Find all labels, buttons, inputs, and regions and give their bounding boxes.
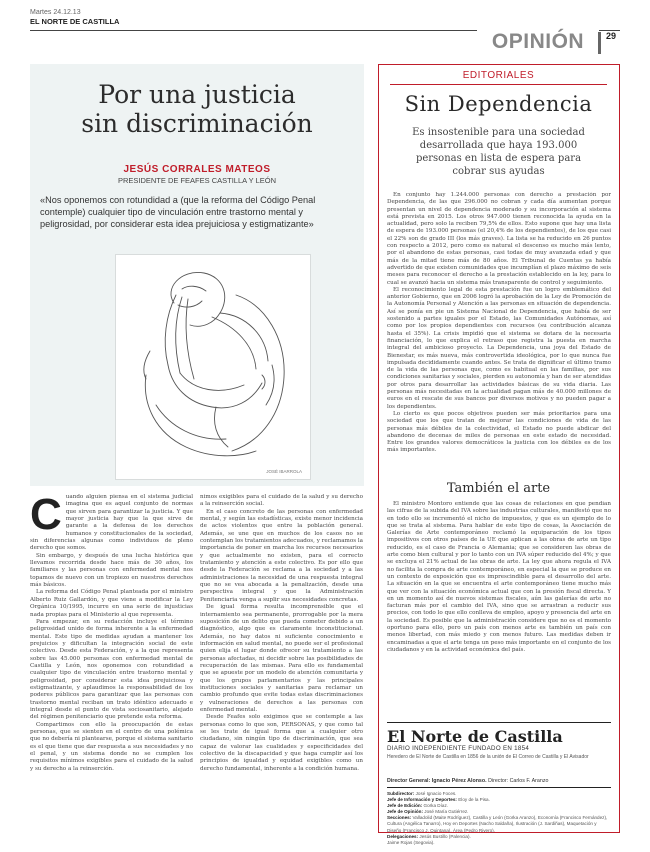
- article-paragraph: De igual forma resulta incomprensible que el internamiento sea permanente, prorrogable por la mera suposición de un delito que pueda cometer debido a un diagnóstico, algo que es claramente inconstitucional. Además, no hay datos ni suficiente conocimiento e información en salud mental, no puede ser el profesional quien elija el lugar donde ofrecer su tratamiento a las personas afectadas, ni decidir sobre las posibilidades de recuperación de las mismas. Para ello es fundamental que se apueste por un modelo de atención comunitaria y que los grupos parlamentarios y las principales instituciones sociales y sanitarias para reclamar un cambio profundo que evite todas estas discriminaciones y vulneraciones de derechos a las personas con enfermedad mental.: [200, 604, 363, 713]
- staff-name: Jaime Rojas (Segovia).: [387, 839, 435, 845]
- masthead-staff-list: [387, 791, 611, 846]
- article-author-role: PRESIDENTE DE FEAFES CASTILLA Y LEÓN: [117, 176, 277, 185]
- sketch-figure-icon: [116, 255, 312, 481]
- staff-name: Valladolid (Maite Rodríguez), Castilla y León (Gorka Aranzo), Economía (Francisco Fernández), Cultura (Angélica Tanarro), Hoy en Deportes (Nacho Saldaña), Ilustración (J. Sardiñas), Maquetación y Diseño (Francisco J. Quintana), Área (Pedro Rivero).: [387, 815, 608, 833]
- staff-name: Eloy de la Pisa.: [456, 797, 490, 803]
- article-title-line1: Por una justicia: [98, 80, 296, 109]
- editorial-body: [387, 192, 611, 474]
- editorial-second-title: También el arte: [446, 481, 551, 496]
- article-title-line2: sin discriminación: [81, 109, 313, 138]
- staff-role: Delegaciones:: [387, 833, 419, 839]
- editorial-subtitle: Es insostenible para una sociedad desarrollada que haya 193.000 personas en lista de espera para cobrar sus ayudas: [412, 127, 585, 177]
- opinion-article-header: [30, 64, 364, 486]
- masthead-rule-bottom: [387, 787, 611, 788]
- editorial-section-label: EDITORIALES: [462, 70, 535, 81]
- editorial-paragraph: En conjunto hay 1.244.000 personas con derecho a prestación por Dependencia, de las que 296.000 no cobran y cada día aumentan porque presentan un nivel de dependencia moderado y su incorporación al sistema está prevista en 2015. Los otros 947.000 tienen reconocida la ayuda en la actualidad, pero solo la reciben 79,5% de ellos. Esto supone que hay una lista de espera de 193.000 personas (el 20,4% de los dependientes), de los que casi el 22% son de grado III (los más graves). La lista se ha reducido en 26 puntos con respecto a 2012, pero como es natural el descenso es mucho más lento, por el abandono de estas personas, casi todas de muy avanzada edad y que más de la mitad tiene más de 80 años. El Tribunal de Cuentas ya había advertido de que existen comunidades que incumplían el plazo máximo de seis meses para reconocer el derecho a la prestación establecido en la ley, para lo cual se avanzó hacia un sistema más transparente de control y seguimiento.: [387, 192, 611, 286]
- header-date: Martes 24.12.13: [30, 9, 81, 16]
- page-number: 29: [606, 31, 617, 41]
- staff-entry: [387, 840, 611, 846]
- staff-name: Jesús Bustillo (Palencia).: [418, 833, 471, 839]
- staff-name: José Ignacio Foces.: [414, 791, 457, 796]
- article-author: JESÚS CORRALES MATEOS: [123, 164, 271, 175]
- staff-name: Gorka Díaz.: [422, 803, 449, 809]
- masthead-rule-top: [387, 722, 611, 723]
- section-label: OPINIÓN: [477, 28, 599, 56]
- director-general: Director General: Ignacio Pérez Alonso.: [387, 778, 487, 784]
- article-paragraph: Compartimos con ello la preocupación de estas personas, que se sienten en el centro de una polémica que no debería ni plantearse, porque el sistema sanitario es el que tiene que dar respuesta a sus necesidades y no el penal, y un sistema donde no se cumplen los requisitos mínimos exigibles para el cuidado de la salud y su derecho a la reinserción.: [30, 721, 193, 772]
- editorial-paragraph: Lo cierto es que pocos objetivos pueden ser más prioritarios para una sociedad que los que tratan de mejorar las condiciones de vida de las personas más débiles de la colectividad, el Estado no puede abdicar del abandono de decenas de miles de personas en este estado de necesidad. Entre los grandes valores democráticos la justicia con los débiles es de los más importantes.: [387, 410, 611, 454]
- editorial-paragraph: El reconocimiento legal de esta prestación fue un logro emblemático del anterior Gobierno, que en 2006 logró la aprobación de la Ley de Promoción de la Autonomía Personal y Atención a las personas en situación de dependencia. Así se ponía en pie un Sistema Nacional de Dependencia, que había de ser sostenido a partes iguales por el Estado, las Comunidades Autónomas, así como por los propios dependientes con recursos (su contribución alcanza hasta el 35%). La crisis impidió que el sistema se dotara de la necesaria financiación, lo que explica el retraso que registra la puesta en marcha integral del ambicioso proyecto. La Dependencia, una joya del Estado de Bienestar, es más nueva, más controvertida ideológica, por lo que nunca fue impulsada decididamente cuando antes. Se trata de dignificar el último tramo de la vida de las personas que, como es habitual en las familias, por sus condiciones sanitarias y sociales, pierden su autonomía y han de ser atendidas por otros para desarrollar las actividades básicas de su vida diaria. Las personas más necesitadas en la actualidad pagan más de 40.000 millones de euros en el rescate de sus bancos por diversos motivos y no pueden pagar a los dependientes.: [387, 286, 611, 410]
- masthead-description: Heredero de El Norte de Castilla en 1856 de la unión de El Correo de Castilla y El Avisador: [387, 754, 589, 760]
- header-paper-name: EL NORTE DE CASTILLA: [30, 17, 120, 26]
- article-pull-quote: «Nos oponemos con rotundidad a (que la reforma del Código Penal contemple) cualquier tipo de vinculación entre trastorno mental y peligrosidad, por considerar esta idea prejuiciosa y estigmatizante»: [40, 195, 316, 229]
- article-paragraph: nimos exigibles para el cuidado de la salud y su derecho a la reinserción social.: [200, 494, 363, 508]
- director: Director: Carlos F. Aranzo: [488, 778, 549, 784]
- article-paragraph: La reforma del Código Penal planteada por el ministro Alberto Ruiz Gallardón, y que viene a modificar la Ley Orgánica 10/1995, incurre en una serie de injusticias nada propias para el Ministerio al que representa.: [30, 589, 193, 618]
- staff-role: Secciones:: [387, 815, 412, 821]
- article-column-1: [30, 494, 193, 840]
- editorial-title: Sin Dependencia: [404, 92, 593, 116]
- article-paragraph: uando alguien piensa en el sistema judicial imagina que es aquel conjunto de normas que sirven para garantizar la justicia. Y que mayor justicia hay que la que sirve de garante a la defensa de los derechos humanos y constitucionales de la sociedad, sin diferencias algunas como individuos de pleno derecho que somos.: [30, 494, 193, 552]
- editorial-box: [378, 64, 620, 845]
- masthead-logo: El Norte de Castilla: [387, 727, 563, 746]
- article-paragraph: Para empezar, en su redacción incluye el término peligrosidad unido de forma inherente a la enfermedad mental. Este tipo de medidas ayudan a mantener los prejuicios y dificultan la integración social de este colectivo. Desde esta Federación, y a la que representa sobre las 45.000 personas con enfermedad mental de Castilla y León, nos oponemos con rotundidad a cualquier tipo de vinculación entre trastorno mental y peligrosidad, por considerar esta idea prejuiciosa y estigmatizante, y aplaudimos la responsabilidad de los poderes públicos para garantizar que las personas con trastorno mental reciban un trato idéntico adecuado e integral desde el punto de vista sociosanitario, alejado del régimen penitenciario que pretende esta reforma.: [30, 618, 193, 721]
- article-paragraph: Sin embargo, y después de una lucha histórica que llevamos recorrida desde hace más de 30 años, los familiares y las personas con enfermedad mental nos topamos de nuevo con un tropiezo en nuestros derechos más básicos.: [30, 552, 193, 589]
- section-bar-right: [598, 32, 601, 54]
- staff-entry: [387, 815, 611, 833]
- staff-role: Subdirector:: [387, 791, 415, 796]
- masthead-directors: [387, 778, 611, 784]
- article-paragraph: En el caso concreto de las personas con enfermedad mental, y según las estadísticas, existe menor incidencia de actos violentos que entre la población general. Además, se une que en muchos de los casos no se contemplan los tratamientos adecuados, y reclamamos la importancia de poner en marcha los recursos necesarios y que actualmente no existen, para el correcto tratamiento y atención a este colectivo. Es por ello que desde la Federación se reclama a la sociedad y a las administraciones la necesidad de una respuesta integral que no se vea abocada a la penalización, desde una perspectiva integral y que la Administración Penitenciaria venga a suplir sus necesidades concretas.: [200, 508, 363, 603]
- article-column-2: [200, 494, 363, 840]
- editorial-section-rule: [390, 84, 607, 85]
- editorial-paragraph: El ministro Montoro entiende que las cosas de relaciones en que pendían las cifras de la subida del IVA sobre las industrias culturales, manifestó que no en todo ello se incrementó el nicho de impuestos, y que es un ejemplo de lo que se trata al sistema. Para hablar de este tipo de cosas, la Asociación de Galerías de Arte contemporáneo reclamó la equiparación de los tipos impositivos con otros países de la UE que aplican a las obras de arte un tipo reducido, es el caso de Francia o Alemania; que se consideren las obras de arte como bien cultural y por lo tanto con un IVA súper reducido del 4%; y que se excluya el 21% actual de las obras de arte. La ley que ahora regula el IVA no facilita la compra de arte contemporáneo, en especial la que se produce en un contexto de exposición que es imprescindible para el desarrollo del arte. La situación en la que se encuentra el arte contemporáneo tiene mucho más que ver con la situación económica actual que con la presión fiscal directa. Y en un momento así de nuevos sistemas fiscales, aún las galerías de arte no facturan más por el cambio del IVA, sino que se arrastran a reducir sus precios, con todo lo que ello conlleva de empleo, apoyo y presencia del arte en la sociedad. Es posible que la administración considere que no es el momento oportuno para ello, pero un país con menos arte es también un país con menos libertad, con más miedo y con menos futuro. Las medidas deben ir encaminadas a que el arte tenga un peso más importante en el conjunto de los ciudadanos y en la actividad económica del país.: [387, 501, 611, 653]
- staff-name: José María Gutiérrez.: [423, 809, 469, 815]
- editorial-second-body: [387, 501, 611, 717]
- article-paragraph: Desde Feafes solo exigimos que se contemple a las personas como lo que son, PERSONAS, y que como tal se les trate de igual forma que a cualquier otro ciudadano, sin ningún tipo de discriminación, que sea capaz de valorar las cualidades y especificidades del colectivo de la discapacidad y que haga cumplir así los principios de igualdad y equidad exigibles como un derecho fundamental, inherente a la condición humana.: [200, 714, 363, 772]
- staff-role: Jefe de Edición:: [387, 803, 423, 809]
- staff-role: Jefe de Opinión:: [387, 809, 423, 815]
- article-illustration: [115, 254, 311, 480]
- masthead-tagline: DIARIO INDEPENDIENTE FUNDADO EN 1854: [387, 745, 530, 752]
- illustration-credit: JOSÉ IBARROLA: [266, 469, 302, 474]
- staff-role: Jefe de Información y Deportes:: [387, 797, 457, 803]
- drop-cap: C: [30, 494, 62, 539]
